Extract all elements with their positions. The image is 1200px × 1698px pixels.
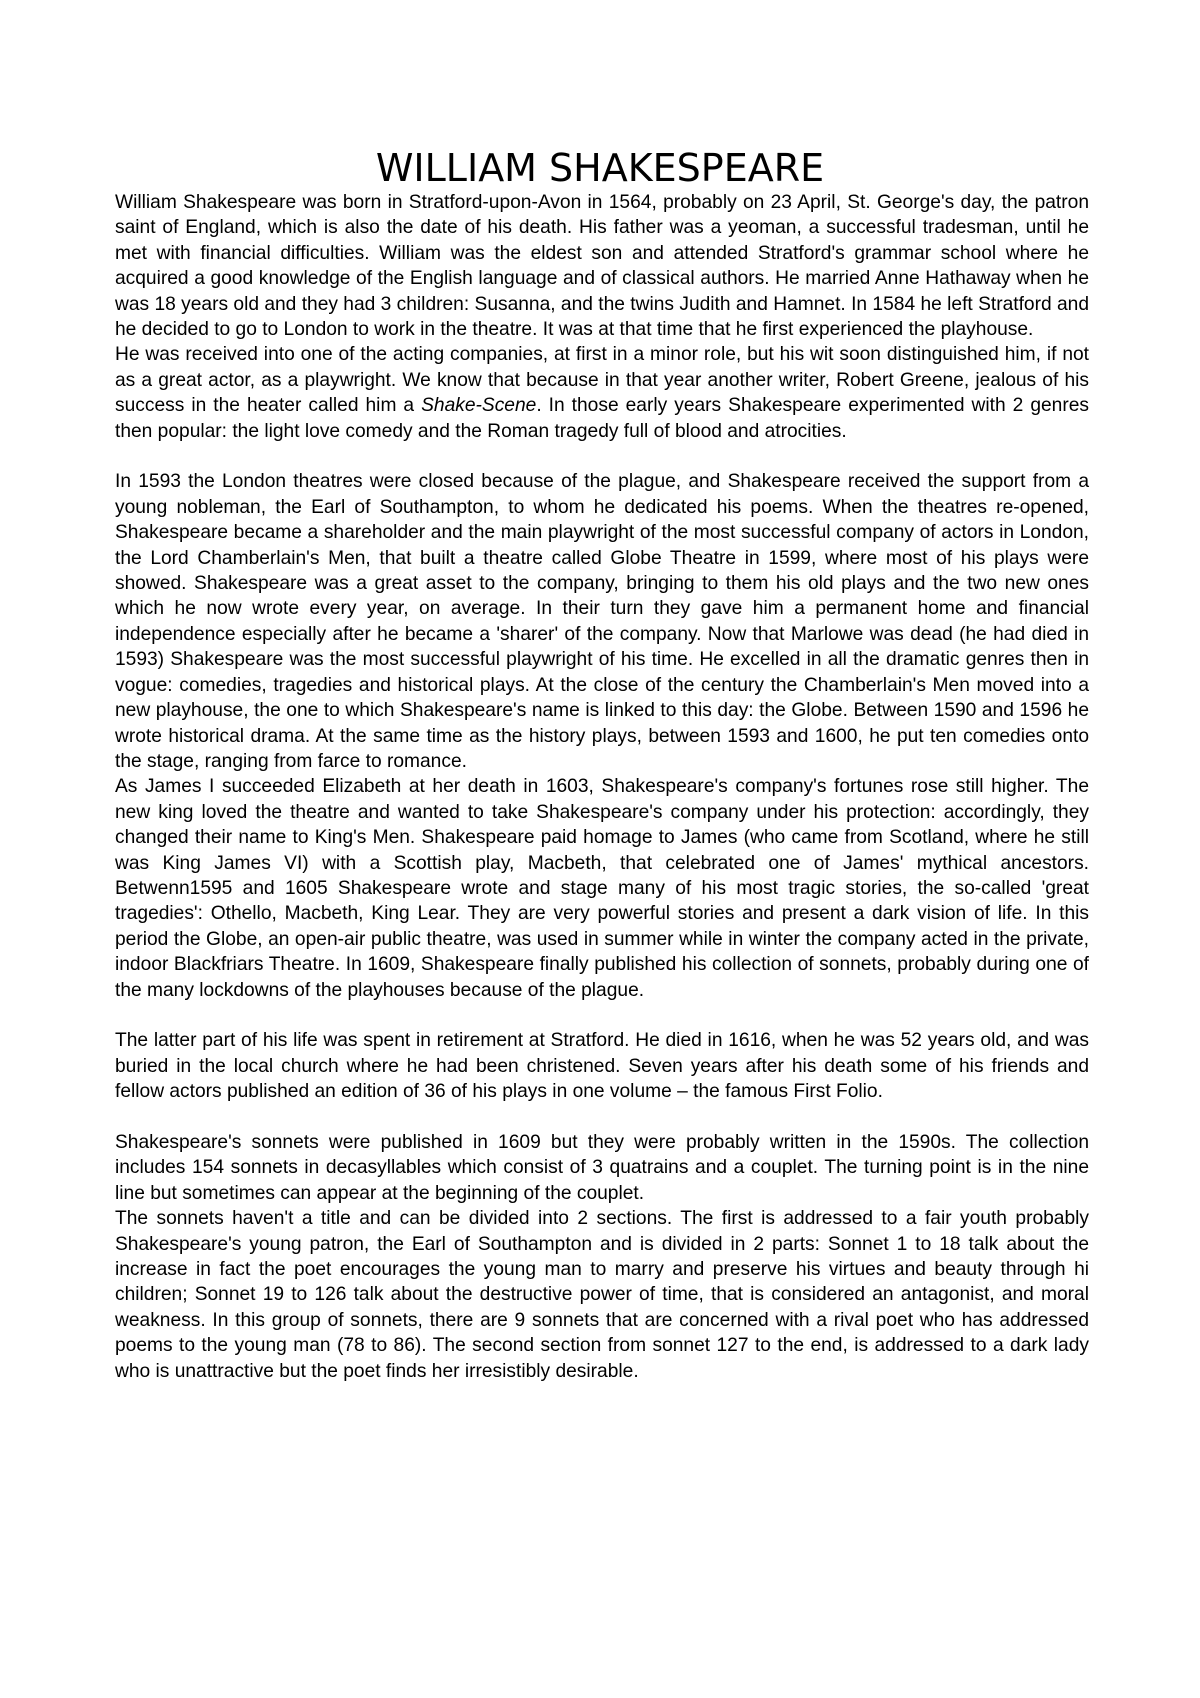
paragraph-later-life: The latter part of his life was spent in retirement at Stratford. He died in 1616, when he was 52 years old, and was buried in the local church where he had been christened. Seven years after his death some of his friends and fellow actors published an edition of 36 of his plays in one volume – the famous First Folio. — [115, 1030, 1089, 1103]
italic-term: Shake-Scene — [421, 395, 537, 417]
paragraph-birth: William Shakespeare was born in Stratford-upon-Avon in 1564, probably on 23 April, St. George's day, the patron saint of England, which is also the date of his death. His father was a yeoman, a successful tradesman, until he met with financial difficulties. William was the eldest son and attended Stratford's grammar school where he acquired a good knowledge of the English language and of classical authors. He married Anne Hathaway when he was 18 years old and they had 3 children: Susanna, and the twins Judith and Hamnet. In 1584 he left Stratford and he decided to go to London to work in the theatre. It was at that time that he first experienced the playhouse. — [115, 192, 1089, 341]
paragraph-acting-companies — [115, 342, 1089, 444]
paragraph-sonnets: Shakespeare's sonnets were published in 1609 but they were probably written in the 1590s. The collection includes 154 sonnets in decasyllables which consist of 3 quatrains and a couplet. The turning point is in the nine line but sometimes can appear at the beginning of the couplet. — [115, 1131, 1089, 1204]
document-body — [115, 190, 1089, 1384]
paragraph-sonnet-sections: The sonnets haven't a title and can be divided into 2 sections. The first is addressed to a fair youth probably Shakespeare's young patron, the Earl of Southampton and is divided in 2 parts: Sonnet 1 to 18 talk about the increase in fact the poet encourages the young man to marry and preserve his virtues and beauty through hi children; Sonnet 19 to 126 talk about the destructive power of time, that is considered an antagonist, and moral weakness. In this group of sonnets, there are 9 sonnets that are concerned with a rival poet who has addressed poems to the young man (78 to 86). The second section from sonnet 127 to the end, is addressed to a dark lady who is unattractive but the poet finds her irresistibly desirable. — [115, 1208, 1089, 1382]
paragraph-kings-men: As James I succeeded Elizabeth at her death in 1603, Shakespeare's company's fortunes rose still higher. The new king loved the theatre and wanted to take Shakespeare's company under his protection: accordingly, they changed their name to King's Men. Shakespeare paid homage to James (who came from Scotland, where he still was King James VI) with a Scottish play, Macbeth, that celebrated one of James' mythical ancestors. Betwenn1595 and 1605 Shakespeare wrote and stage many of his most tragic stories, the so-called 'great tragedies': Othello, Macbeth, King Lear. They are very powerful stories and present a dark vision of life. In this period the Globe, an open-air public theatre, was used in summer while in winter the company acted in the private, indoor Blackfriars Theatre. In 1609, Shakespeare finally published his collection of sonnets, probably during one of the many lockdowns of the playhouses because of the plague. — [115, 776, 1089, 1001]
paragraph-text: . In those early years Shakespeare experimented with 2 genres then popular: the light love comedy and the Roman tragedy full of blood and atrocities. — [115, 395, 1089, 442]
document-title: WILLIAM SHAKESPEARE — [375, 146, 825, 190]
paragraph-text: He was received into one of the acting companies, at first in a minor role, but his wit soon distinguished him, if not as a great actor, as a playwright. We know that because in that year another writer, Robert Greene, jealous of his success in the heater called him a — [115, 344, 1089, 417]
paragraph-london-theatres: In 1593 the London theatres were closed because of the plague, and Shakespeare received the support from a young nobleman, the Earl of Southampton, to whom he dedicated his poems. When the theatres re-opened, Shakespeare became a shareholder and the main playwright of the most successful company of actors in London, the Lord Chamberlain's Men, that built a theatre called Globe Theatre in 1599, where most of his plays were showed. Shakespeare was a great asset to the company, bringing to them his old plays and the two new ones which he now wrote every year, on average. In their turn they gave him a permanent home and financial independence especially after he became a 'sharer' of the company. Now that Marlowe was dead (he had died in 1593) Shakespeare was the most successful playwright of his time. He excelled in all the dramatic genres then in vogue: comedies, tragedies and historical plays. At the close of the century the Chamberlain's Men moved into a new playhouse, the one to which Shakespeare's name is linked to this day: the Globe. Between 1590 and 1596 he wrote historical drama. At the same time as the history plays, between 1593 and 1600, he put ten comedies onto the stage, ranging from farce to romance. — [115, 471, 1089, 772]
